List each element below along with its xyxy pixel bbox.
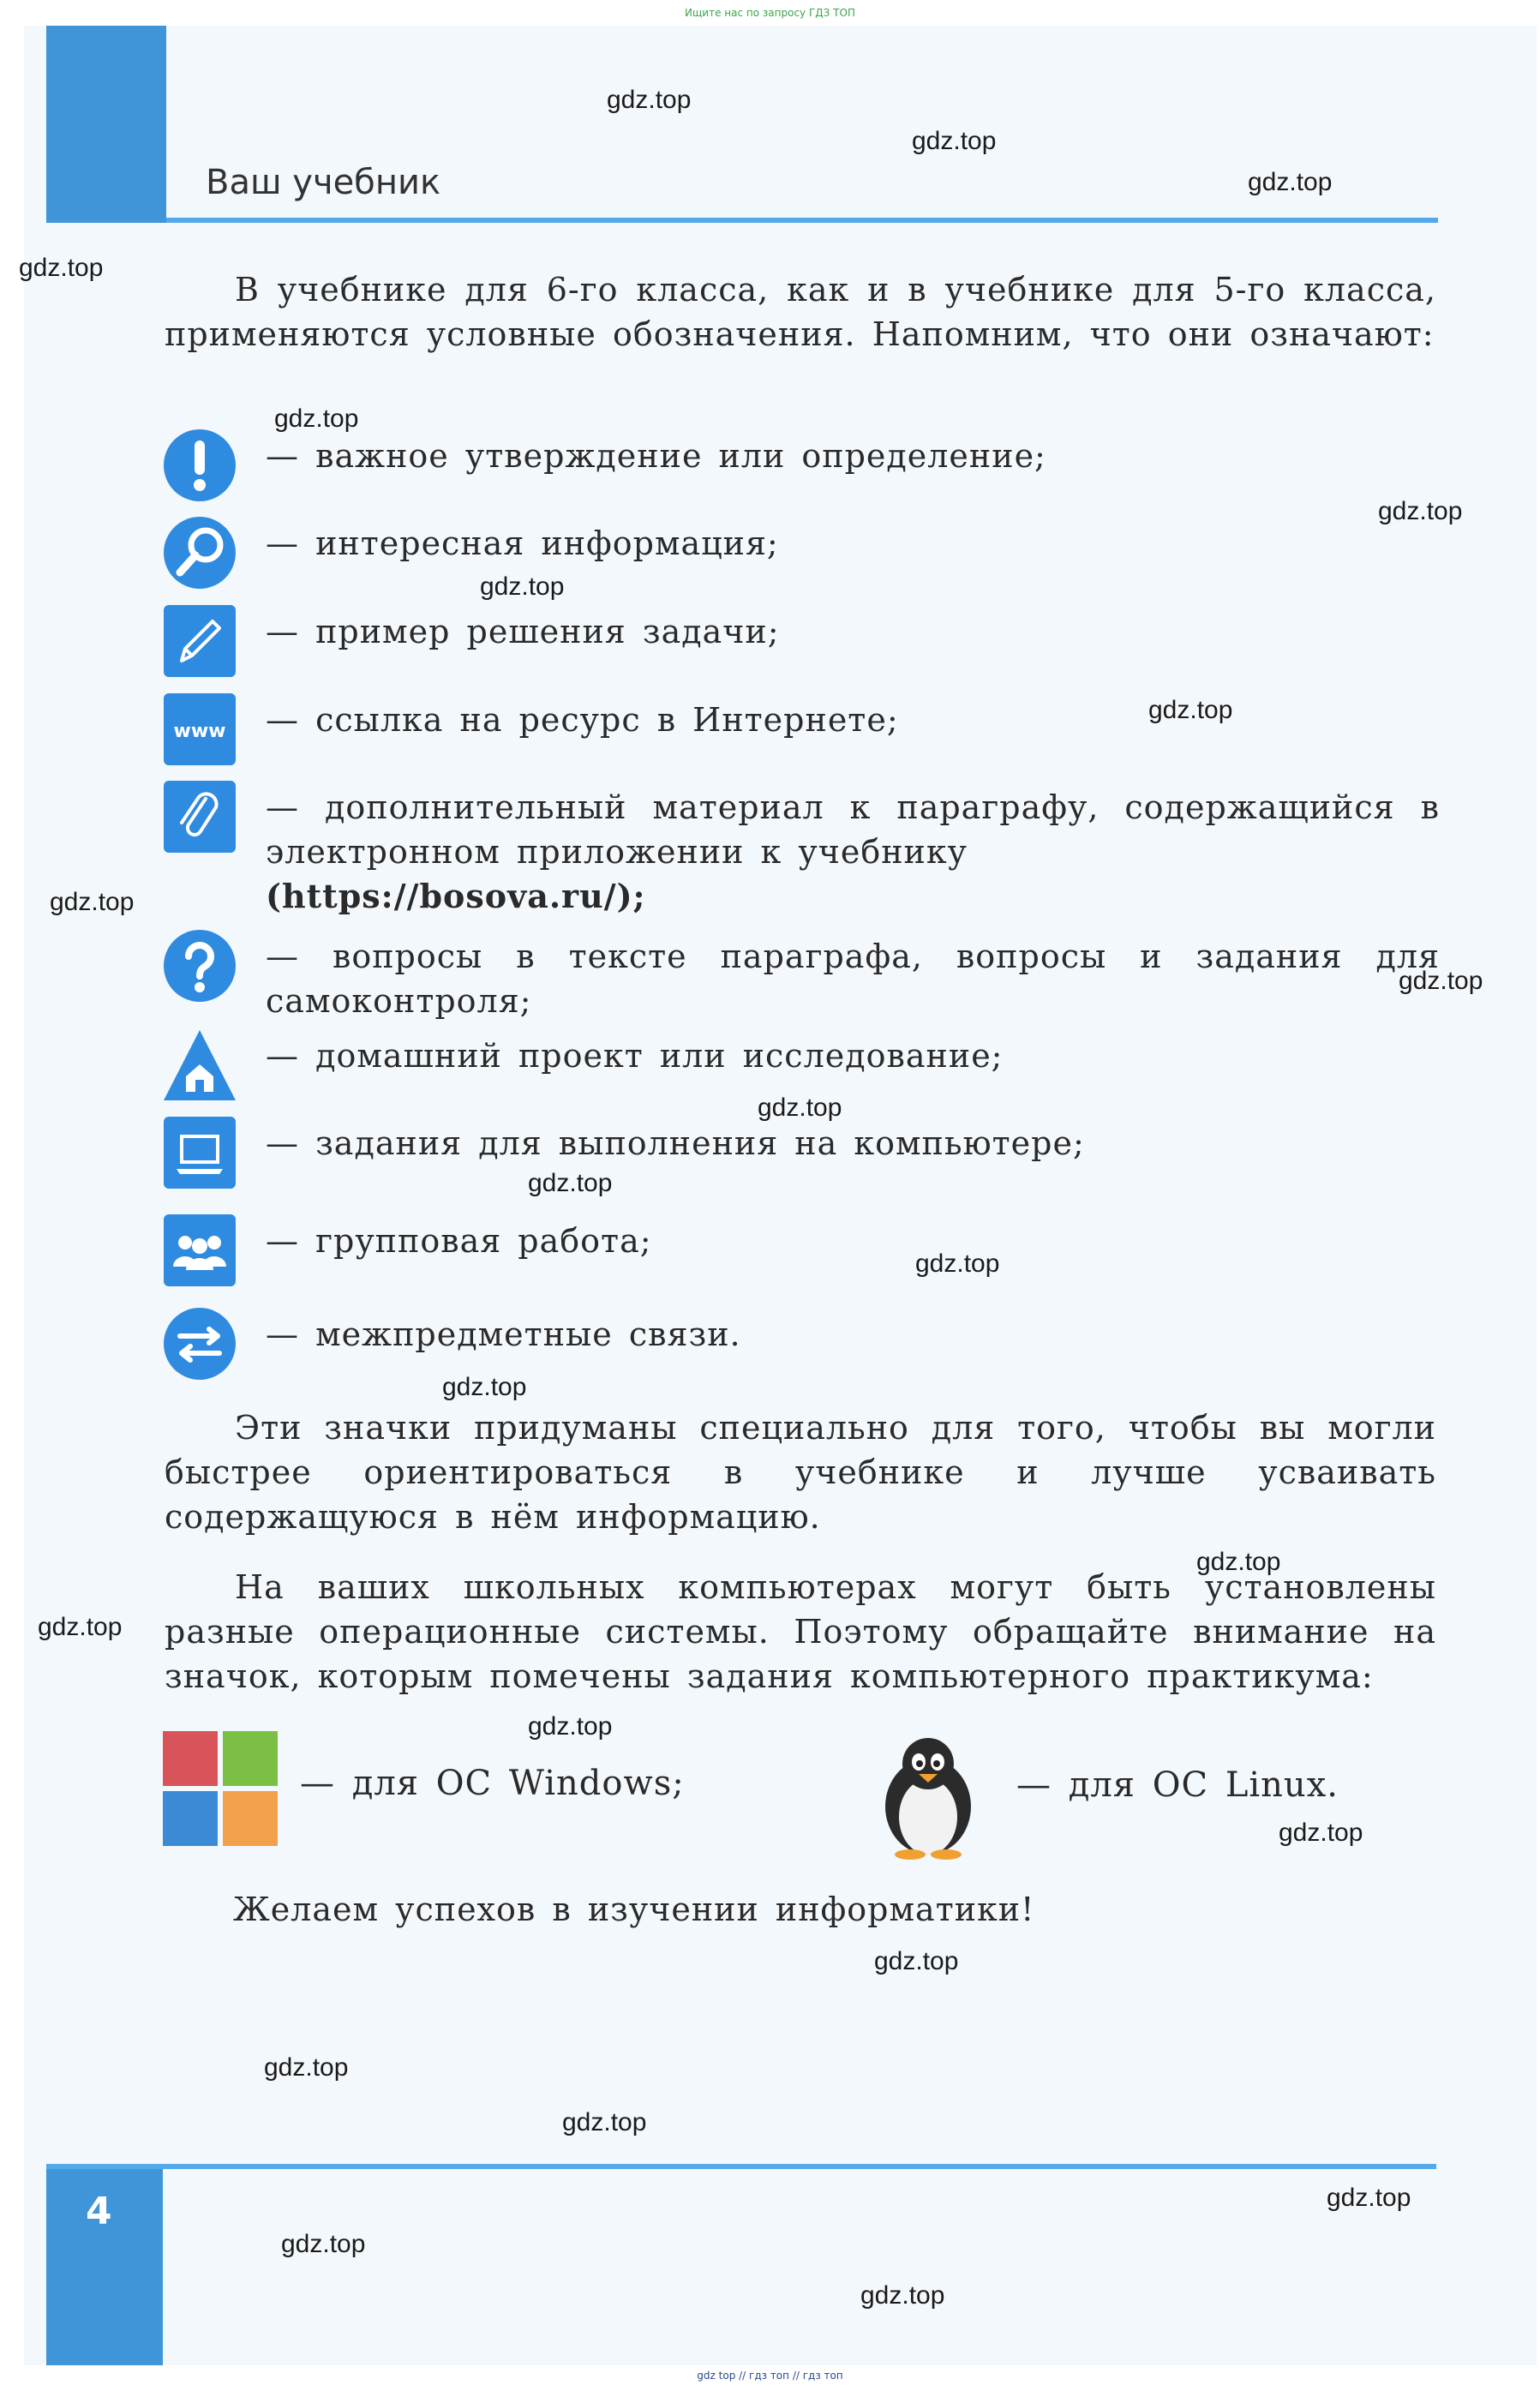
watermark: gdz.top xyxy=(874,1947,959,1975)
watermark: gdz.top xyxy=(915,1249,1000,1278)
watermark: gdz.top xyxy=(1279,1819,1363,1847)
linux-label: — для ОС Linux. xyxy=(1016,1765,1339,1805)
watermark: gdz.top xyxy=(38,1613,123,1641)
computer-icon xyxy=(163,1116,237,1190)
legend-item-example xyxy=(163,604,1440,681)
watermark: gdz.top xyxy=(1327,2184,1411,2212)
legend-text: — ссылка на ресурс в Интернете; xyxy=(266,701,899,739)
watermark: gdz.top xyxy=(562,2108,647,2136)
paperclip-icon xyxy=(163,780,237,854)
top-accent-band xyxy=(46,26,166,223)
legend-text: — пример решения задачи; xyxy=(266,613,780,650)
page-number: 4 xyxy=(86,2190,112,2233)
legend-text: — задания для выполнения на компьютере; xyxy=(266,1124,1085,1162)
legend-text: — межпредметные связи. xyxy=(266,1315,741,1353)
watermark: gdz.top xyxy=(19,254,104,282)
legend-item-cross-subject xyxy=(163,1307,1440,1384)
watermark: gdz.top xyxy=(912,127,997,155)
watermark: gdz.top xyxy=(1378,497,1463,525)
exclamation-icon xyxy=(163,428,237,502)
top-note: Ищите нас по запросу ГДЗ ТОП xyxy=(685,7,855,19)
os-intro-paragraph: На ваших школьных компьютерах могут быть установлены разные операционные системы. Поэтому обращайте внимание на значок, которым помечены задания компьютерного практикума: xyxy=(165,1568,1436,1695)
watermark: gdz.top xyxy=(607,86,692,114)
footer-divider xyxy=(46,2164,1436,2169)
linux-penguin-icon xyxy=(866,1731,991,1860)
watermark: gdz.top xyxy=(1148,696,1233,724)
legend-item-group-work xyxy=(163,1213,1440,1291)
watermark: gdz.top xyxy=(1248,168,1333,196)
windows-label: — для ОС Windows; xyxy=(300,1764,685,1803)
watermark: gdz.top xyxy=(1399,967,1483,995)
watermark: gdz.top xyxy=(480,572,565,601)
legend-text: — вопросы в тексте параграфа, вопросы и задания для самоконтроля; xyxy=(266,938,1440,1020)
legend-item-web-link xyxy=(163,692,1440,770)
www-icon-label: www xyxy=(173,721,226,742)
pencil-icon xyxy=(163,604,237,678)
legend-item-computer-tasks xyxy=(163,1116,1440,1193)
legend-text: — интересная информация; xyxy=(266,524,779,562)
watermark: gdz.top xyxy=(528,1169,613,1197)
legend-text: — дополнительный материал к параграфу, содержащийся в электронном приложении к учебнику (https://bosova.ru/); xyxy=(266,788,1440,915)
page-background xyxy=(24,26,1537,2365)
os-icons-row xyxy=(163,1731,1440,1885)
question-icon xyxy=(163,929,237,1003)
legend-text: — групповая работа; xyxy=(266,1222,652,1260)
watermark: gdz.top xyxy=(1196,1548,1281,1576)
legend-text: — домашний проект или исследование; xyxy=(266,1037,1004,1075)
icons-purpose-paragraph: Эти значки придуманы специально для того, чтобы вы могли быстрее ориентироваться в учебнике и лучше усваивать содержащуюся в нём информацию. xyxy=(165,1409,1436,1536)
watermark: gdz.top xyxy=(442,1373,527,1401)
intro-paragraph: В учебнике для 6-го класса, как и в учебнике для 5-го класса, применяются условные обозначения. Напомним, что они означают: xyxy=(165,271,1436,353)
group-icon xyxy=(163,1213,237,1287)
watermark: gdz.top xyxy=(528,1712,613,1741)
legend-item-questions xyxy=(163,929,1440,1023)
legend-item-important xyxy=(163,428,1440,506)
magnifier-icon xyxy=(163,516,237,590)
legend-item-extra-material xyxy=(163,780,1440,926)
watermark: gdz.top xyxy=(860,2281,945,2310)
legend-item-interesting xyxy=(163,516,1440,593)
bosova-link[interactable]: (https://bosova.ru/); xyxy=(266,877,646,915)
watermark: gdz.top xyxy=(264,2053,349,2082)
bottom-note: gdz top // гдз топ // гдз топ xyxy=(697,2370,843,2382)
watermark: gdz.top xyxy=(50,888,135,916)
watermark: gdz.top xyxy=(281,2230,366,2258)
header-divider xyxy=(166,218,1438,223)
www-icon xyxy=(163,692,237,766)
closing-wish: Желаем успехов в изучении информатики! xyxy=(233,1891,1035,1928)
legend-text: — важное утверждение или определение; xyxy=(266,437,1046,475)
home-icon xyxy=(163,1028,237,1102)
windows-icon xyxy=(163,1731,278,1846)
watermark: gdz.top xyxy=(274,404,359,433)
page-title: Ваш учебник xyxy=(206,163,441,202)
arrows-exchange-icon xyxy=(163,1307,237,1381)
watermark: gdz.top xyxy=(758,1094,842,1122)
